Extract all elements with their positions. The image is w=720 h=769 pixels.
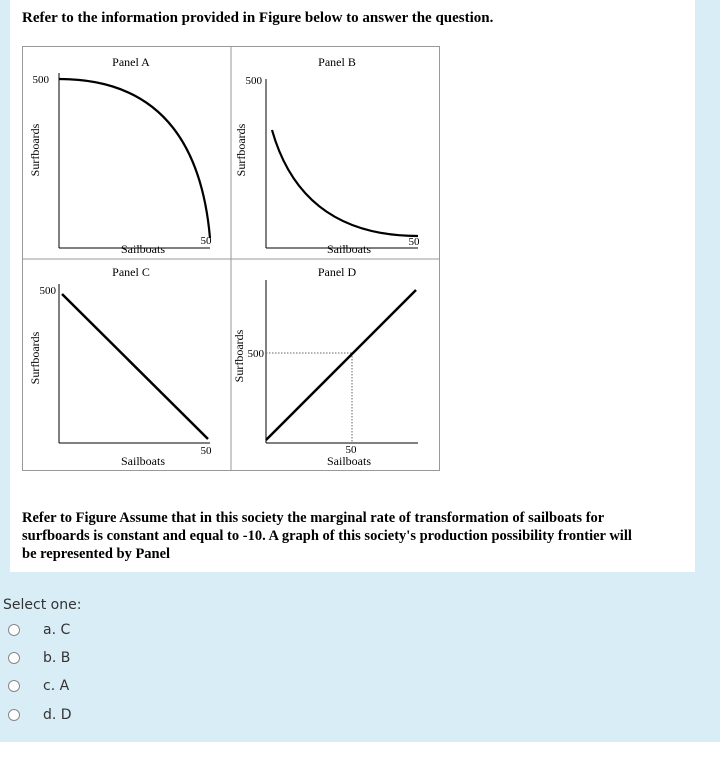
panel-d-x-tick: 50	[345, 444, 357, 456]
option-d-radio[interactable]	[8, 709, 20, 721]
option-c[interactable]	[8, 675, 69, 697]
option-b-radio[interactable]	[8, 652, 20, 664]
question-prompt: Refer to the information provided in Figure below to answer the question.	[22, 10, 494, 26]
option-c-radio[interactable]	[8, 680, 20, 692]
panel-b-y-tick: 500	[245, 75, 262, 87]
panel-c-x-label: Sailboats	[121, 454, 165, 468]
option-c-letter: c.	[43, 678, 56, 694]
option-d-label[interactable]	[43, 707, 72, 723]
option-a-value: C	[60, 622, 71, 638]
option-a-radio[interactable]	[8, 624, 20, 636]
panel-b-x-label: Sailboats	[327, 242, 371, 256]
panel-a-y-tick: 500	[32, 74, 49, 86]
option-b-value: B	[60, 650, 71, 666]
panel-c-y-label: Surfboards	[28, 331, 42, 385]
option-a[interactable]	[8, 619, 70, 641]
ppf-figure	[22, 46, 440, 471]
option-d-value: D	[60, 707, 72, 723]
select-one-label: Select one:	[3, 597, 82, 613]
panel-c-title: Panel C	[112, 265, 150, 279]
panel-d-y-label: Surfboards	[232, 329, 246, 383]
option-a-letter: a.	[43, 622, 57, 638]
option-b-letter: b.	[43, 650, 57, 666]
panel-c-y-tick: 500	[39, 285, 56, 297]
panel-c-x-tick: 50	[200, 445, 212, 457]
panel-a-x-tick: 50	[200, 235, 212, 247]
panel-a-title: Panel A	[112, 55, 150, 69]
option-b-label[interactable]	[43, 650, 70, 666]
panel-b-y-label: Surfboards	[234, 123, 248, 177]
panel-a-y-label: Surfboards	[28, 123, 42, 177]
option-d-letter: d.	[43, 707, 57, 723]
option-c-value: A	[59, 678, 70, 694]
panel-d-y-tick: 500	[247, 348, 264, 360]
option-c-label[interactable]	[43, 678, 69, 694]
panel-b-x-tick: 50	[408, 236, 420, 248]
panel-a-x-label: Sailboats	[121, 242, 165, 256]
option-b[interactable]	[8, 647, 70, 669]
question-text: Refer to Figure Assume that in this society the marginal rate of transformation of sailboats for surfboards is constant and equal to -10. A graph of this society's production possibility frontier will be represented by Panel	[22, 510, 632, 562]
panel-b-title: Panel B	[318, 55, 356, 69]
option-a-label[interactable]	[43, 622, 70, 638]
panel-d-title: Panel D	[317, 265, 357, 279]
panel-d-x-label: Sailboats	[327, 454, 371, 468]
option-d[interactable]	[8, 704, 72, 726]
